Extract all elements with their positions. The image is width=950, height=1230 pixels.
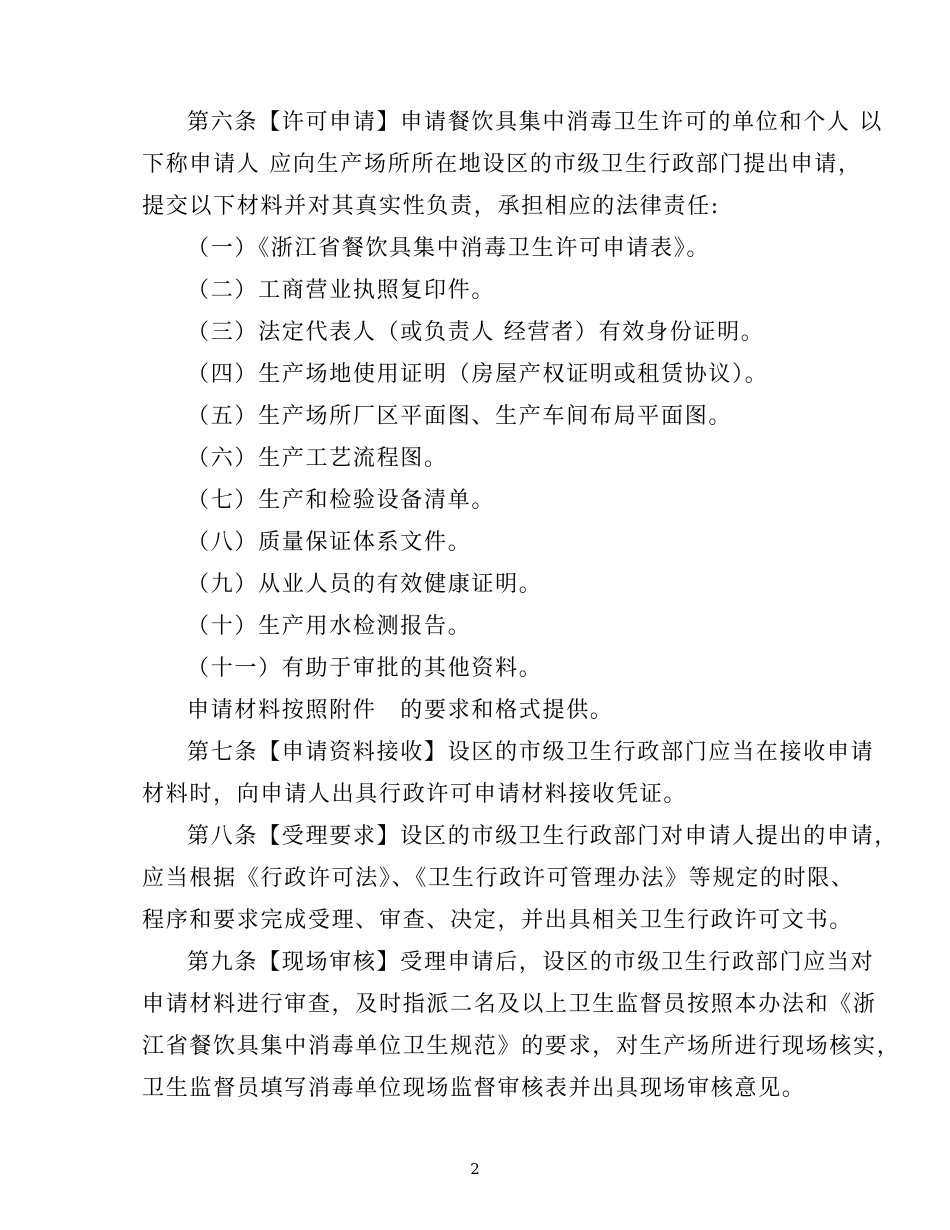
- list-item-1: （一）《浙江省餐饮具集中消毒卫生许可申请表》。: [187, 236, 711, 261]
- list-item-3: （三）法定代表人（或负责人 经营者）有效身份证明。: [187, 320, 765, 345]
- article-6-line-2: 下称申请人 应向生产场所所在地设区的市级卫生行政部门提出申请，: [142, 152, 862, 177]
- article-7-line-1: 第七条【申请资料接收】设区的市级卫生行政部门应当在接收申请: [187, 740, 875, 765]
- list-item-10: （十）生产用水检测报告。: [187, 614, 472, 639]
- list-item-4: （四）生产场地使用证明（房屋产权证明或租赁协议）。: [187, 362, 769, 387]
- article-9-line-4: 卫生监督员填写消毒单位现场监督审核表并出具现场审核意见。: [142, 1076, 806, 1101]
- list-item-11: （十一）有助于审批的其他资料。: [187, 656, 543, 681]
- list-item-7: （七）生产和检验设备清单。: [187, 488, 496, 513]
- list-item-2: （二）工商营业执照复印件。: [187, 278, 496, 303]
- materials-note: 申请材料按照附件 的要求和格式提供。: [187, 698, 614, 723]
- article-8-line-3: 程序和要求完成受理、审查、决定，并出具相关卫生行政许可文书。: [142, 908, 854, 933]
- article-8-line-1: 第八条【受理要求】设区的市级卫生行政部门对申请人提出的申请，: [187, 824, 899, 849]
- article-7-line-2: 材料时，向申请人出具行政许可申请材料接收凭证。: [142, 782, 688, 807]
- article-9-line-3: 江省餐饮具集中消毒单位卫生规范》的要求，对生产场所进行现场核实，: [142, 1034, 901, 1059]
- article-8-line-2: 应当根据《行政许可法》、《卫生行政许可管理办法》等规定的时限、: [142, 866, 855, 891]
- list-item-9: （九）从业人员的有效健康证明。: [187, 572, 543, 597]
- list-item-5: （五）生产场所厂区平面图、生产车间布局平面图。: [187, 404, 733, 429]
- article-9-line-1: 第九条【现场审核】受理申请后，设区的市级卫生行政部门应当对: [187, 950, 875, 975]
- article-9-line-2: 申请材料进行审查，及时指派二名及以上卫生监督员按照本办法和《浙: [142, 992, 877, 1017]
- article-6-line-1: 第六条【许可申请】申请餐饮具集中消毒卫生许可的单位和个人 以: [187, 110, 883, 135]
- article-6-line-3: 提交以下材料并对其真实性负责，承担相应的法律责任:: [142, 194, 720, 219]
- list-item-8: （八）质量保证体系文件。: [187, 530, 472, 555]
- page-number: 2: [470, 1160, 480, 1178]
- list-item-6: （六）生产工艺流程图。: [187, 446, 448, 471]
